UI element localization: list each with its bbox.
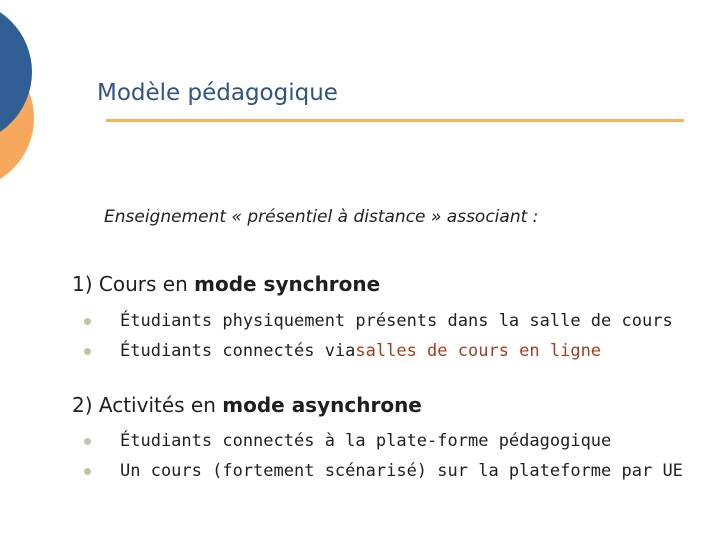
bullet-dot-icon bbox=[84, 318, 91, 325]
bullet-text: Étudiants connectés à la plate-forme pédagogique bbox=[120, 431, 612, 451]
section-heading-asynchrone bbox=[72, 393, 422, 417]
bullet-text: Étudiants connectés via bbox=[120, 341, 356, 361]
bullet-text: Étudiants physiquement présents dans la salle de cours bbox=[120, 311, 673, 331]
title-underline bbox=[106, 119, 684, 122]
bullet-dot-icon bbox=[84, 468, 91, 475]
bullet-dot-icon bbox=[84, 348, 91, 355]
list-item bbox=[84, 336, 673, 366]
section-prefix: 2) Activités en bbox=[72, 393, 223, 417]
list-item bbox=[84, 456, 683, 486]
bullet-dot-icon bbox=[84, 438, 91, 445]
section-emphasis: mode asynchrone bbox=[222, 393, 422, 417]
corner-decoration bbox=[0, 0, 60, 200]
bullet-highlight: salles de cours en ligne bbox=[355, 341, 602, 361]
bullet-list-asynchrone bbox=[84, 426, 683, 486]
section-prefix: 1) Cours en bbox=[72, 272, 195, 296]
section-emphasis: mode synchrone bbox=[194, 272, 381, 296]
section-heading-synchrone bbox=[72, 272, 380, 296]
list-item bbox=[84, 306, 673, 336]
slide-subtitle: Enseignement « présentiel à distance » associant : bbox=[104, 207, 539, 227]
slide-title: Modèle pédagogique bbox=[97, 80, 338, 106]
list-item bbox=[84, 426, 683, 456]
bullet-text: Un cours (fortement scénarisé) sur la plateforme par UE bbox=[120, 461, 683, 481]
bullet-list-synchrone bbox=[84, 306, 673, 366]
